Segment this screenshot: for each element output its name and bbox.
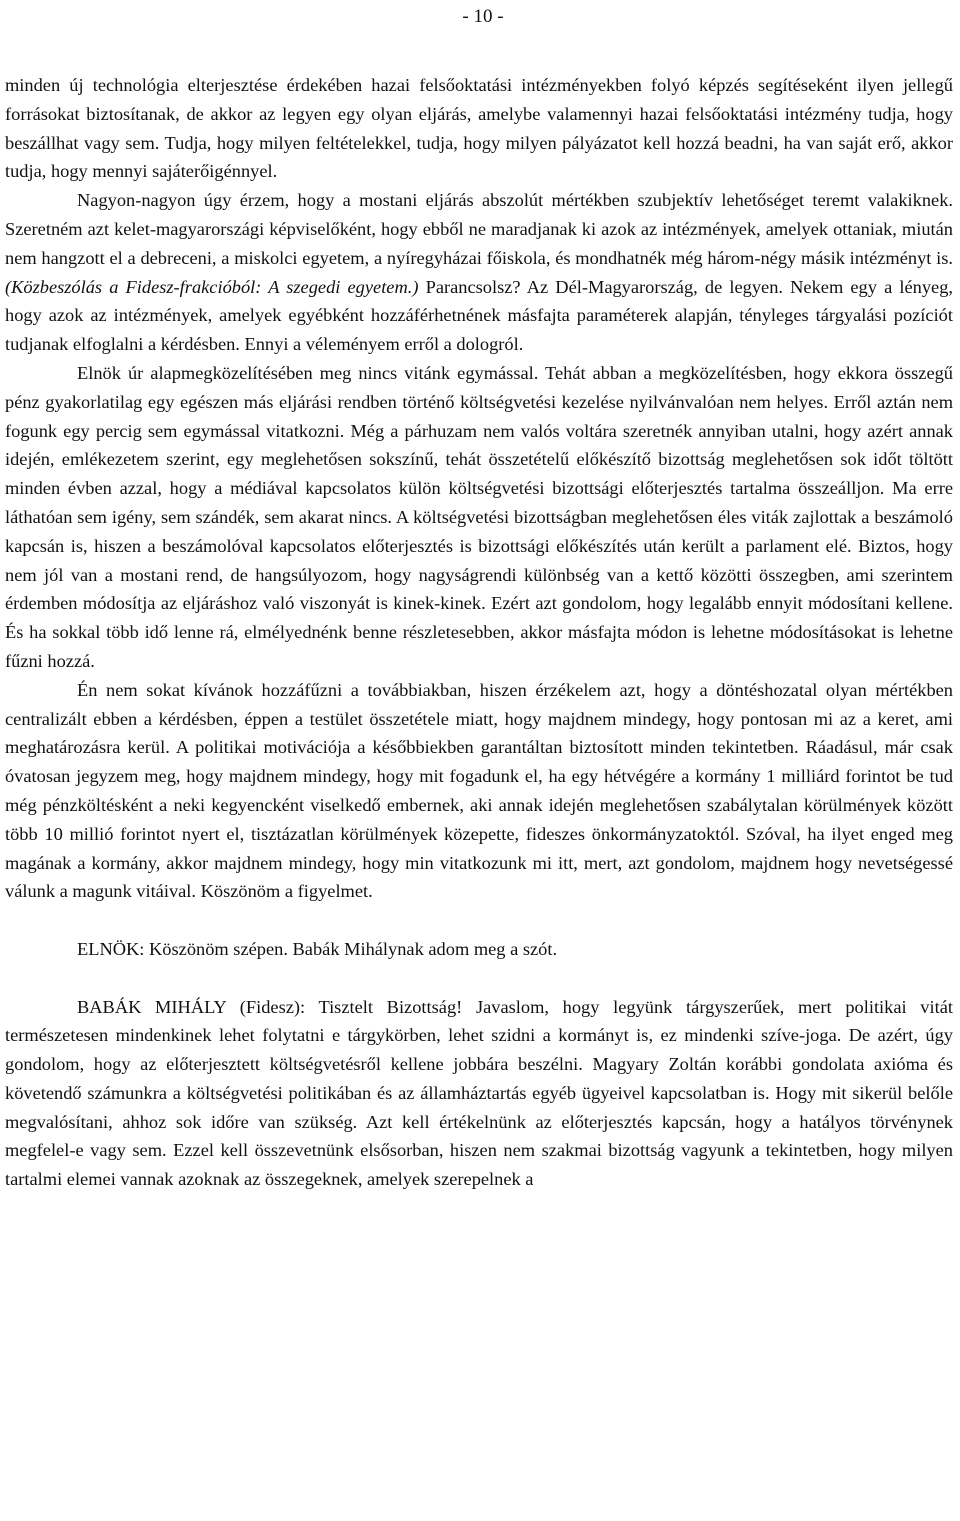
paragraph-chairman-speaker: ELNÖK: Köszönöm szépen. Babák Mihálynak adom meg a szót.	[77, 938, 558, 959]
document-body	[5, 71, 953, 1194]
page-number: - 10 -	[462, 6, 504, 27]
paragraph-continuation: minden új technológia elterjesztése érdekében hazai felsőoktatási intézményekben folyó képzés segítéseként ilyen jellegű forrásokat biztosítanak, de akkor az legyen egy olyan eljárás, amelybe valamennyi hazai felsőoktatási intézmény tudja, hogy beszállhat vagy sem. Tudja, hogy milyen feltételekkel, tudja, hogy milyen pályázatot kell hozzá beadni, ha van saját erő, akkor tudja, hogy mennyi sajáterőigénnyel.	[5, 75, 953, 182]
interjection-text: (Közbeszólás a Fidesz-frakcióból: A szegedi egyetem.)	[5, 276, 419, 297]
paragraph-chairman-approach: Elnök úr alapmegközelítésében meg nincs vitánk egymással. Tehát abban a megközelítésben, hogy ekkora összegű pénz gyakorlatilag egy egészen más eljárási rendben történő költségvetési kezelése nyilvánvalóan nem helyes. Erről aztán nem fogunk egy percig sem egymással vitatkozni. Még a párhuzam nem valós voltára szeretnék annyiban utalni, hogy azért annak idején, emlékezetem szerint, egy meglehetősen sokszínű, tehát összetételű előkészítő bizottság meglehetősen sok időt töltött minden évben azzal, hogy a médiával kapcsolatos külön költségvetési bizottsági előterjesztés tartalma összeálljon. Ma erre láthatóan sem igény, sem szándék, sem akarat nincs. A költségvetési bizottságban meglehetősen éles viták zajlottak a beszámoló kapcsán is, hiszen a beszámolóval kapcsolatos előterjesztés is bizottsági előkészítés után került a parlament elé. Biztos, hogy nem jól van a mostani rend, de hangsúlyozom, hogy nagyságrendi különbség van a kettő közötti összegben, ami szerintem érdemben módosítja az eljáráshoz való viszonyát is kinek-kinek. Ezért azt gondolom, hogy legalább ennyit módosítani kellene. És ha sokkal több idő lenne rá, elmélyednénk benne részletesebben, akkor másfajta módon is lehetne módosításokat is lehetne fűzni hozzá.	[5, 362, 953, 671]
paragraph-closing-remarks: Én nem sokat kívánok hozzáfűzni a továbbiakban, hiszen érzékelem azt, hogy a döntéshozatal olyan mértékben centralizált ebben a kérdésben, éppen a testület összetétele miatt, hogy majdnem mindegy, hogy pontosan mi az a keret, ami meghatározásra kerül. A politikai motivációja a későbbiekben garantáltan biztosított minden tekintetben. Ráadásul, már csak óvatosan jegyzem meg, hogy majdnem mindegy, hogy mit fogadunk el, ha egy hétvégére a kormány 1 milliárd forintot be tud még pénzköltésként a neki kegyencként viselkedő embernek, aki annak idején meglehetősen szabálytalan körülmények között több 10 millió forintot nyert el, tisztázatlan körülmények közepette, fideszes önkormányzatoktól. Szóval, ha ilyet enged meg magának a kormány, akkor majdnem mindegy, hogy min vitatkozunk mi itt, mert, azt gondolom, majdnem hogy nevetségessé válunk a magunk vitáival. Köszönöm a figyelmet.	[5, 679, 953, 902]
paragraph-text: Parancsolsz? Az Dél-Magyarország, de legyen. Nekem egy a lényeg, hogy azok az intézmények, amelyek egyébként hozzáférhetnének másfajta paraméterek alapján, tényleges tárgyalási pozíciót tudjanak elfoglalni a kérdésben. Ennyi a véleményem erről a dologról.	[5, 276, 953, 355]
paragraph-babak-mihaly: BABÁK MIHÁLY (Fidesz): Tisztelt Bizottság! Javaslom, hogy legyünk tárgyszerűek, mert politikai vitát természetesen mindenkinek lehet folytatni e tárgykörben, lehet szidni a kormányt is, ez mindenki szíve-joga. De azért, úgy gondolom, hogy az előterjesztett költségvetésről kellene jobbára beszélni. Magyary Zoltán korábbi gondolata axióma és követendő számunkra a költségvetési politikában és az államháztartás egyéb ügyeivel kapcsolatban is. Hogy mit sikerül belőle megvalósítani, ahhoz sok időre van szükség. Azt kell értékelnünk az előterjesztés kapcsán, hogy a hatályos törvénynek megfelel-e vagy sem. Ezzel kell összevetnünk elsősorban, hiszen nem szakmai bizottság vagyunk a tekintetben, hogy milyen tartalmi elemei vannak azoknak az összegeknek, amelyek szerepelnek a	[5, 996, 953, 1190]
paragraph-subjective-procedure	[5, 186, 953, 359]
paragraph-text: Nagyon-nagyon úgy érzem, hogy a mostani eljárás abszolút mértékben szubjektív lehetőséget teremt valakiknek. Szeretném azt kelet-magyarországi képviselőként, hogy ebből ne maradjanak ki azok az intézmények, amelyek ottaniak, miután nem hangzott el a debreceni, a miskolci egyetem, a nyíregyházai főiskola, és mondhatnék még három-négy másik intézményt is.	[5, 190, 953, 268]
